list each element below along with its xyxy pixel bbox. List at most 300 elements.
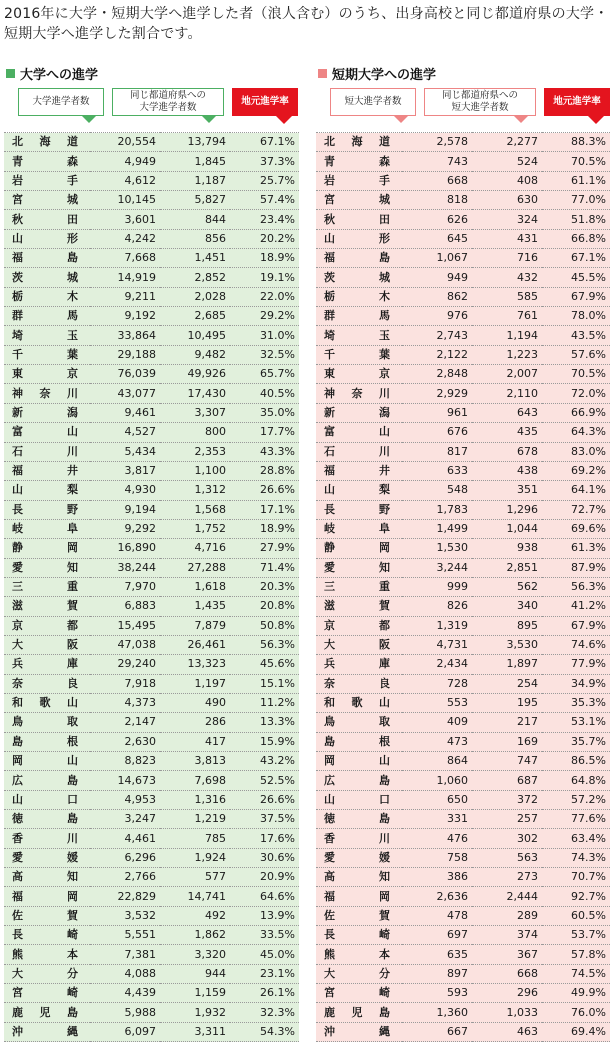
prefecture-cell: 長崎: [316, 926, 402, 945]
total-cell: 8,823: [90, 752, 160, 771]
same-pref-cell: 785: [160, 829, 230, 848]
prefecture-cell: 愛知: [4, 558, 90, 577]
university-section-heading: [4, 64, 299, 82]
table-row: [4, 771, 299, 790]
prefecture-cell: 三重: [4, 577, 90, 596]
total-cell: 1,067: [402, 249, 472, 268]
total-cell: 668: [402, 171, 472, 190]
rate-cell: 64.1%: [542, 481, 610, 500]
prefecture-cell: 京都: [4, 616, 90, 635]
notch-arrow-icon: [81, 115, 97, 123]
same-pref-cell: 438: [472, 461, 542, 480]
total-cell: 593: [402, 984, 472, 1003]
table-row: [4, 442, 299, 461]
table-row: [316, 810, 610, 829]
same-pref-cell: 302: [472, 829, 542, 848]
table-row: [4, 693, 299, 712]
prefecture-cell: 奈良: [316, 674, 402, 693]
table-row: [4, 810, 299, 829]
same-pref-cell: 7,698: [160, 771, 230, 790]
same-pref-cell: 217: [472, 713, 542, 732]
rate-cell: 37.3%: [230, 152, 299, 171]
table-row: [4, 887, 299, 906]
prefecture-cell: 埼玉: [316, 326, 402, 345]
same-pref-cell: 2,277: [472, 133, 542, 152]
total-cell: 862: [402, 287, 472, 306]
table-row: [4, 152, 299, 171]
rate-cell: 23.4%: [230, 210, 299, 229]
total-cell: 818: [402, 191, 472, 210]
same-pref-cell: 1,312: [160, 481, 230, 500]
same-pref-cell: 4,716: [160, 539, 230, 558]
rate-cell: 67.9%: [542, 616, 610, 635]
rate-cell: 45.5%: [542, 268, 610, 287]
total-cell: 548: [402, 481, 472, 500]
rate-cell: 15.9%: [230, 732, 299, 751]
prefecture-cell: 長崎: [4, 926, 90, 945]
rate-cell: 26.1%: [230, 984, 299, 1003]
rate-cell: 87.9%: [542, 558, 610, 577]
prefecture-cell: 秋田: [316, 210, 402, 229]
prefecture-cell: 佐賀: [4, 906, 90, 925]
table-row: [4, 964, 299, 983]
same-pref-cell: 856: [160, 229, 230, 248]
rate-cell: 50.8%: [230, 616, 299, 635]
rate-cell: 13.9%: [230, 906, 299, 925]
total-cell: 4,731: [402, 635, 472, 654]
same-pref-cell: 562: [472, 577, 542, 596]
prefecture-cell: 香川: [316, 829, 402, 848]
rate-cell: 35.0%: [230, 403, 299, 422]
university-rate-header: [232, 88, 298, 116]
total-cell: 864: [402, 752, 472, 771]
total-cell: 5,988: [90, 1003, 160, 1022]
prefecture-cell: 長野: [4, 500, 90, 519]
prefecture-cell: 滋賀: [4, 597, 90, 616]
rate-cell: 35.3%: [542, 693, 610, 712]
same-pref-cell: 577: [160, 868, 230, 887]
prefecture-cell: 茨城: [4, 268, 90, 287]
table-row: [316, 693, 610, 712]
table-row: [316, 655, 610, 674]
same-pref-cell: 408: [472, 171, 542, 190]
prefecture-cell: 島根: [4, 732, 90, 751]
total-cell: 9,211: [90, 287, 160, 306]
page-title: 2016年に大学・短期大学へ進学した者（浪人含む）のうち、出身高校と同じ都道府県の大学・短期大学へ進学した割合です。: [4, 6, 609, 42]
same-pref-cell: 417: [160, 732, 230, 751]
prefecture-cell: 山口: [4, 790, 90, 809]
prefecture-cell: 山口: [316, 790, 402, 809]
same-pref-cell: 49,926: [160, 365, 230, 384]
table-row: [316, 191, 610, 210]
prefecture-cell: 岡山: [316, 752, 402, 771]
rate-cell: 27.9%: [230, 539, 299, 558]
total-cell: 2,147: [90, 713, 160, 732]
prefecture-cell: 石川: [316, 442, 402, 461]
prefecture-cell: 大分: [4, 964, 90, 983]
same-pref-cell: 1,197: [160, 674, 230, 693]
rate-cell: 20.9%: [230, 868, 299, 887]
total-cell: 2,578: [402, 133, 472, 152]
table-row: [316, 577, 610, 596]
same-pref-cell: 2,353: [160, 442, 230, 461]
same-pref-cell: 1,752: [160, 519, 230, 538]
table-row: [316, 519, 610, 538]
total-cell: 9,192: [90, 307, 160, 326]
prefecture-cell: 沖縄: [316, 1022, 402, 1041]
table-row: [316, 906, 610, 925]
table-row: [4, 906, 299, 925]
same-pref-cell: 3,530: [472, 635, 542, 654]
rate-cell: 67.1%: [230, 133, 299, 152]
green-square-icon: [6, 69, 15, 78]
total-cell: 6,883: [90, 597, 160, 616]
total-cell: 9,461: [90, 403, 160, 422]
same-pref-cell: 26,461: [160, 635, 230, 654]
table-row: [316, 868, 610, 887]
total-cell: 4,439: [90, 984, 160, 1003]
prefecture-cell: 広島: [4, 771, 90, 790]
rate-cell: 76.0%: [542, 1003, 610, 1022]
notch-arrow-icon: [588, 116, 604, 124]
prefecture-cell: 宮城: [4, 191, 90, 210]
same-pref-cell: 2,028: [160, 287, 230, 306]
total-cell: 667: [402, 1022, 472, 1041]
same-pref-cell: 1,897: [472, 655, 542, 674]
total-cell: 4,949: [90, 152, 160, 171]
prefecture-cell: 熊本: [4, 945, 90, 964]
junior-college-heading-text: 短期大学への進学: [332, 67, 437, 83]
same-pref-cell: 435: [472, 423, 542, 442]
total-cell: 1,530: [402, 539, 472, 558]
same-pref-cell: 257: [472, 810, 542, 829]
rate-cell: 34.9%: [542, 674, 610, 693]
total-cell: 1,499: [402, 519, 472, 538]
table-row: [4, 926, 299, 945]
prefecture-cell: 岐阜: [4, 519, 90, 538]
rate-cell: 60.5%: [542, 906, 610, 925]
table-row: [4, 345, 299, 364]
same-pref-cell: 1,924: [160, 848, 230, 867]
total-cell: 3,244: [402, 558, 472, 577]
prefecture-cell: 栃木: [316, 287, 402, 306]
table-row: [4, 191, 299, 210]
table-row: [316, 171, 610, 190]
prefecture-cell: 大阪: [4, 635, 90, 654]
rate-cell: 57.8%: [542, 945, 610, 964]
total-cell: 331: [402, 810, 472, 829]
rate-cell: 54.3%: [230, 1022, 299, 1041]
same-pref-cell: 2,851: [472, 558, 542, 577]
total-cell: 29,188: [90, 345, 160, 364]
total-cell: 47,038: [90, 635, 160, 654]
same-pref-cell: 643: [472, 403, 542, 422]
prefecture-cell: 東京: [4, 365, 90, 384]
total-cell: 43,077: [90, 384, 160, 403]
same-pref-cell: 289: [472, 906, 542, 925]
prefecture-cell: 徳島: [4, 810, 90, 829]
same-pref-cell: 13,794: [160, 133, 230, 152]
prefecture-cell: 北海道: [4, 133, 90, 152]
junior-college-same-pref-header-label: 同じ都道府県への 短大進学者数: [441, 90, 518, 113]
prefecture-cell: 宮城: [316, 191, 402, 210]
total-cell: 5,434: [90, 442, 160, 461]
table-row: [4, 171, 299, 190]
total-cell: 4,930: [90, 481, 160, 500]
prefecture-cell: 神奈川: [316, 384, 402, 403]
total-cell: 976: [402, 307, 472, 326]
total-cell: 7,381: [90, 945, 160, 964]
prefecture-cell: 兵庫: [316, 655, 402, 674]
prefecture-cell: 岩手: [4, 171, 90, 190]
table-row: [4, 713, 299, 732]
same-pref-cell: 1,568: [160, 500, 230, 519]
rate-cell: 18.9%: [230, 519, 299, 538]
total-cell: 4,461: [90, 829, 160, 848]
total-cell: 1,360: [402, 1003, 472, 1022]
rate-cell: 66.9%: [542, 403, 610, 422]
table-row: [4, 558, 299, 577]
total-cell: 553: [402, 693, 472, 712]
same-pref-cell: 1,100: [160, 461, 230, 480]
university-same-pref-header-label: 同じ都道府県への 大学進学者数: [129, 90, 206, 113]
table-row: [4, 210, 299, 229]
rate-cell: 20.2%: [230, 229, 299, 248]
same-pref-cell: 432: [472, 268, 542, 287]
total-cell: 4,373: [90, 693, 160, 712]
same-pref-cell: 3,307: [160, 403, 230, 422]
rate-cell: 77.0%: [542, 191, 610, 210]
rate-cell: 88.3%: [542, 133, 610, 152]
table-row: [4, 635, 299, 654]
prefecture-cell: 山形: [4, 229, 90, 248]
table-row: [4, 597, 299, 616]
prefecture-cell: 愛媛: [4, 848, 90, 867]
rate-cell: 57.4%: [230, 191, 299, 210]
prefecture-cell: 高知: [4, 868, 90, 887]
table-row: [316, 133, 610, 152]
university-total-header-label: 大学進学者数: [32, 96, 90, 107]
table-row: [4, 984, 299, 1003]
same-pref-cell: 490: [160, 693, 230, 712]
prefecture-cell: 新潟: [316, 403, 402, 422]
table-row: [316, 345, 610, 364]
same-pref-cell: 7,879: [160, 616, 230, 635]
table-row: [316, 152, 610, 171]
same-pref-cell: 1,618: [160, 577, 230, 596]
table-row: [4, 732, 299, 751]
table-row: [4, 829, 299, 848]
prefecture-cell: 滋賀: [316, 597, 402, 616]
table-row: [316, 635, 610, 654]
same-pref-cell: 351: [472, 481, 542, 500]
same-pref-cell: 10,495: [160, 326, 230, 345]
same-pref-cell: 1,223: [472, 345, 542, 364]
rate-cell: 67.9%: [542, 287, 610, 306]
total-cell: 4,088: [90, 964, 160, 983]
rate-cell: 67.1%: [542, 249, 610, 268]
table-row: [4, 481, 299, 500]
table-row: [4, 1003, 299, 1022]
prefecture-cell: 奈良: [4, 674, 90, 693]
table-row: [316, 732, 610, 751]
prefecture-cell: 静岡: [316, 539, 402, 558]
table-row: [4, 868, 299, 887]
prefecture-cell: 三重: [316, 577, 402, 596]
same-pref-cell: 254: [472, 674, 542, 693]
total-cell: 2,630: [90, 732, 160, 751]
total-cell: 3,532: [90, 906, 160, 925]
prefecture-cell: 栃木: [4, 287, 90, 306]
same-pref-cell: 668: [472, 964, 542, 983]
table-row: [316, 713, 610, 732]
same-pref-cell: 800: [160, 423, 230, 442]
same-pref-cell: 747: [472, 752, 542, 771]
total-cell: 635: [402, 945, 472, 964]
prefecture-cell: 鹿児島: [4, 1003, 90, 1022]
table-row: [4, 326, 299, 345]
university-column-headers: [4, 82, 299, 132]
prefecture-cell: 高知: [316, 868, 402, 887]
same-pref-cell: 195: [472, 693, 542, 712]
junior-college-section-heading: [316, 64, 610, 82]
total-cell: 2,929: [402, 384, 472, 403]
rate-cell: 70.7%: [542, 868, 610, 887]
prefecture-cell: 福井: [4, 461, 90, 480]
table-row: [316, 964, 610, 983]
table-row: [4, 461, 299, 480]
prefecture-cell: 和歌山: [4, 693, 90, 712]
total-cell: 9,292: [90, 519, 160, 538]
table-row: [316, 268, 610, 287]
table-row: [4, 384, 299, 403]
total-cell: 76,039: [90, 365, 160, 384]
same-pref-cell: 844: [160, 210, 230, 229]
table-row: [316, 423, 610, 442]
total-cell: 1,060: [402, 771, 472, 790]
same-pref-cell: 3,813: [160, 752, 230, 771]
same-pref-cell: 2,007: [472, 365, 542, 384]
table-row: [316, 210, 610, 229]
same-pref-cell: 3,320: [160, 945, 230, 964]
same-pref-cell: 1,932: [160, 1003, 230, 1022]
rate-cell: 74.3%: [542, 848, 610, 867]
prefecture-cell: 大分: [316, 964, 402, 983]
prefecture-cell: 大阪: [316, 635, 402, 654]
table-row: [316, 616, 610, 635]
table-row: [4, 790, 299, 809]
total-cell: 2,434: [402, 655, 472, 674]
prefecture-cell: 福島: [316, 249, 402, 268]
prefecture-cell: 北海道: [316, 133, 402, 152]
total-cell: 961: [402, 403, 472, 422]
same-pref-cell: 374: [472, 926, 542, 945]
prefecture-cell: 東京: [316, 365, 402, 384]
rate-cell: 40.5%: [230, 384, 299, 403]
total-cell: 4,953: [90, 790, 160, 809]
rate-cell: 92.7%: [542, 887, 610, 906]
total-cell: 22,829: [90, 887, 160, 906]
prefecture-cell: 富山: [316, 423, 402, 442]
prefecture-cell: 富山: [4, 423, 90, 442]
prefecture-cell: 岩手: [316, 171, 402, 190]
total-cell: 626: [402, 210, 472, 229]
rate-cell: 70.5%: [542, 365, 610, 384]
total-cell: 826: [402, 597, 472, 616]
rate-cell: 83.0%: [542, 442, 610, 461]
same-pref-cell: 1,159: [160, 984, 230, 1003]
prefecture-cell: 千葉: [4, 345, 90, 364]
same-pref-cell: 2,852: [160, 268, 230, 287]
same-pref-cell: 585: [472, 287, 542, 306]
total-cell: 386: [402, 868, 472, 887]
rate-cell: 57.2%: [542, 790, 610, 809]
table-row: [316, 307, 610, 326]
prefecture-cell: 鳥取: [4, 713, 90, 732]
table-row: [4, 268, 299, 287]
rate-cell: 86.5%: [542, 752, 610, 771]
rate-cell: 51.8%: [542, 210, 610, 229]
table-row: [316, 481, 610, 500]
rate-cell: 30.6%: [230, 848, 299, 867]
prefecture-cell: 新潟: [4, 403, 90, 422]
junior-college-total-header-label: 短大進学者数: [344, 96, 402, 107]
total-cell: 9,194: [90, 500, 160, 519]
junior-college-column-headers: [316, 82, 610, 132]
rate-cell: 52.5%: [230, 771, 299, 790]
total-cell: 6,097: [90, 1022, 160, 1041]
table-row: [316, 848, 610, 867]
notch-arrow-icon: [201, 115, 217, 123]
prefecture-cell: 群馬: [316, 307, 402, 326]
table-row: [316, 249, 610, 268]
total-cell: 14,673: [90, 771, 160, 790]
same-pref-cell: 431: [472, 229, 542, 248]
prefecture-cell: 群馬: [4, 307, 90, 326]
rate-cell: 11.2%: [230, 693, 299, 712]
rate-cell: 43.2%: [230, 752, 299, 771]
table-row: [4, 539, 299, 558]
table-row: [316, 1022, 610, 1041]
prefecture-cell: 熊本: [316, 945, 402, 964]
prefecture-cell: 鳥取: [316, 713, 402, 732]
rate-cell: 25.7%: [230, 171, 299, 190]
rate-cell: 32.5%: [230, 345, 299, 364]
prefecture-cell: 青森: [4, 152, 90, 171]
rate-cell: 72.7%: [542, 500, 610, 519]
rate-cell: 74.6%: [542, 635, 610, 654]
rate-cell: 33.5%: [230, 926, 299, 945]
prefecture-cell: 石川: [4, 442, 90, 461]
rate-cell: 43.3%: [230, 442, 299, 461]
prefecture-cell: 山梨: [316, 481, 402, 500]
prefecture-cell: 神奈川: [4, 384, 90, 403]
total-cell: 38,244: [90, 558, 160, 577]
university-table: [4, 132, 299, 1042]
prefecture-cell: 愛媛: [316, 848, 402, 867]
same-pref-cell: 1,044: [472, 519, 542, 538]
total-cell: 743: [402, 152, 472, 171]
table-row: [4, 848, 299, 867]
notch-arrow-icon: [393, 115, 409, 123]
total-cell: 10,145: [90, 191, 160, 210]
same-pref-cell: 1,435: [160, 597, 230, 616]
rate-cell: 20.8%: [230, 597, 299, 616]
total-cell: 633: [402, 461, 472, 480]
table-row: [316, 674, 610, 693]
rate-cell: 64.6%: [230, 887, 299, 906]
rate-cell: 45.0%: [230, 945, 299, 964]
